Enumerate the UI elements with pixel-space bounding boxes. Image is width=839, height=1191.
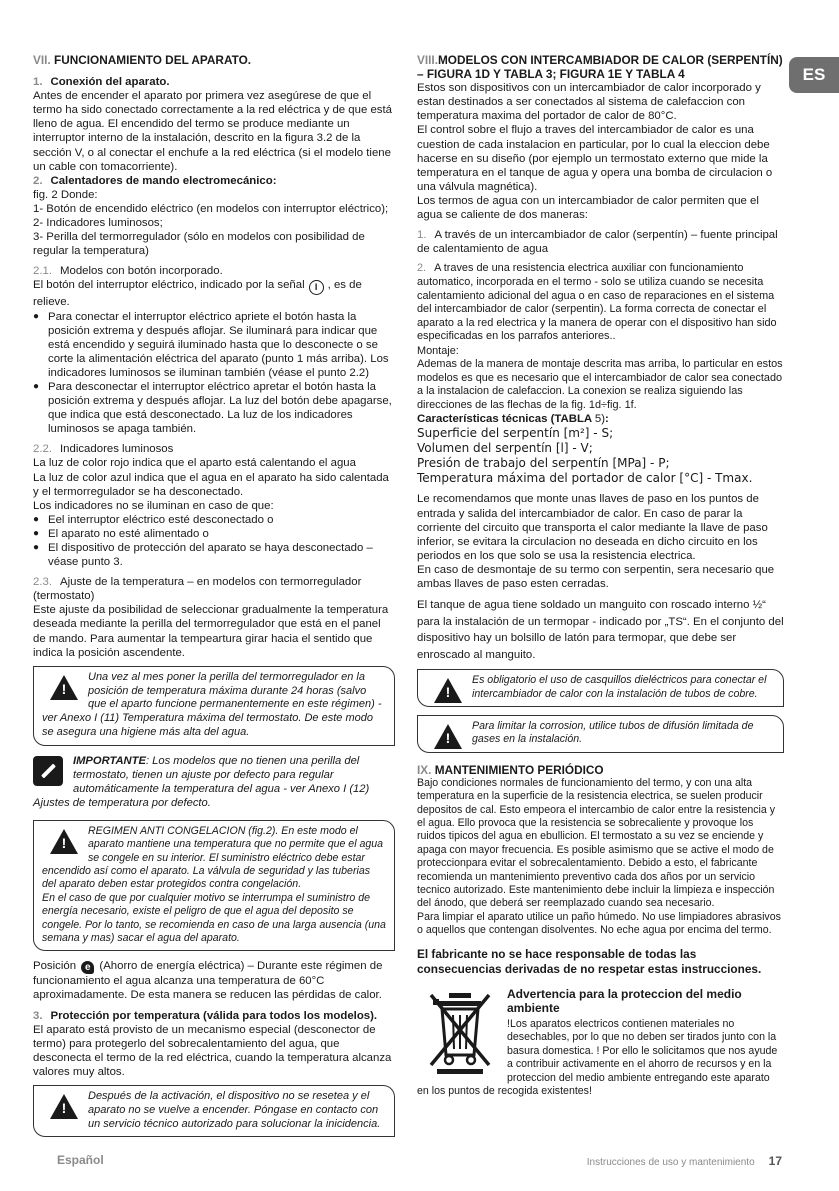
fig-2-line: 3- Perilla del termorregulador (sólo en modelos con posibilidad de regular la temperatura) bbox=[33, 231, 365, 258]
language-tab: ES bbox=[789, 57, 839, 93]
indicator-line: Los indicadores no se iluminan en caso de que: bbox=[33, 499, 274, 512]
heating-method-2: 2. A traves de una resistencia electrica auxiliar con funcionamiento automatico, incorporada en el termo - solo se utiliza cuando se necesita calentamiento adicional del agua o en caso de reparaciones en el sistema del intercambiador de calor (serpentin). La forma correcta de conectar el aparato a la red electrica y la manera de operar con el dispositivo han sido especificadas en los parrafos anteriores.. bbox=[417, 262, 777, 343]
subsection-1-heading: 1. Conexión del aparato. bbox=[33, 76, 170, 89]
bullet-item: ● El dispositivo de protección del aparato se haya desconectado – véase punto 3. bbox=[33, 541, 395, 569]
warning-box: ! REGIMEN ANTI CONGELACION (fig.2). En este modo el aparato mantiene una temperatura que no permite que el agua se congele en su interior. El suministro eléctrico debe estar encendido así como el aparato. La válvula de seguridad y las tuberias del aparato deben estar protegidos contra congelación. En el caso de que por cualquier motivo se interrumpa el suministro de energía necesario, existe el peligro de que el agua del deposito se congele. Por lo tanto, se recomienda en caso de una larga ausencia (una semana y mas) sacar el agua del aparato. bbox=[33, 820, 395, 952]
warning-icon: ! bbox=[42, 825, 88, 857]
subsection-2-3-heading: 2.3. Ajuste de la temperatura – en modelos con termorregulador (termostato) bbox=[33, 576, 362, 603]
indicator-line: La luz de color azul indica que el agua en el aparato ha sido calentada y el termorregulador se ha desconectado. bbox=[33, 471, 389, 498]
environment-title: Advertencia para la proteccion del medio ambiente bbox=[507, 986, 742, 1015]
warning-icon: ! bbox=[426, 674, 472, 706]
tech-spec-line: Volumen del serpentín [l] - V; bbox=[417, 441, 593, 456]
warning-icon: ! bbox=[42, 1090, 88, 1122]
warning-icon: ! bbox=[426, 720, 472, 752]
fig-2-line: fig. 2 Donde: bbox=[33, 188, 98, 201]
eco-mode-icon: e bbox=[81, 961, 94, 974]
liability-note: El fabricante no se hace responsable de todas las consecuencias derivadas de no respetar estas instrucciones. bbox=[417, 946, 762, 976]
bullet-item: ● Para desconectar el interruptor eléctrico apretar el botón hasta la posición extrema y después aflojar. La luz del botón debe apagarse, que indica que está desconectado. La luz de los indicadores luminosos se apaga también. bbox=[33, 380, 395, 436]
environment-notice bbox=[417, 987, 784, 1099]
pencil-icon bbox=[33, 756, 63, 786]
heating-method-1: 1. A través de un intercambiador de calor (serpentín) – fuente principal de calentamiento de agua bbox=[417, 229, 778, 256]
tech-heading: Características técnicas (TABLA 5): bbox=[417, 413, 609, 426]
section-9-heading: IX. MANTENIMIENTO PERIÓDICO bbox=[417, 762, 604, 777]
power-icon: I bbox=[309, 280, 324, 295]
paragraph: El tanque de agua tiene soldado un manguito con roscado interno ½“ para la instalación de un termopar - indicado por „TS“. En el conjunto del dispositivo hay un bolsillo de latón para termopar, que debe ser enroscado al manguito. bbox=[417, 599, 784, 661]
paragraph: En caso de desmontaje de su termo con serpentin, sera necesario que ambas llaves de paso esten cerradas. bbox=[417, 563, 775, 590]
montaje-heading: Montaje: bbox=[417, 344, 459, 357]
paragraph: El control sobre el flujo a traves del intercambiador de calor es una cuestion de cada instalacion en particular, por lo cual la eleccion debe hacerse en su diseño (por ejemplo un termostato externo que mide la temperatura en el tanque de agua y opera una bomba de circulacion o una válvula magnética). bbox=[417, 124, 773, 193]
tech-spec-line: Superficie del serpentín [m²] - S; bbox=[417, 426, 614, 441]
warning-box: ! Para limitar la corrosion, utilice tubos de difusión limitada de gases en la instalación. bbox=[417, 715, 784, 753]
section-7-heading: VII. FUNCIONAMIENTO DEL APARATO. bbox=[33, 53, 252, 67]
paragraph: Estos son dispositivos con un intercambiador de calor incorporado y estan destinados a ser conectados al sistema de calefaccion con temperatura maxima del portador de calor de 80°C. bbox=[417, 82, 761, 123]
tech-spec-line: Temperatura máxima del portador de calor [°C] - Tmax. bbox=[417, 471, 753, 486]
warning-box: ! Una vez al mes poner la perilla del termorregulador en la posición de temperatura máxima durante 24 horas (salvo que el aparto funcione permanentemente en este régimen) - ver Anexo I (11) Temperatura máxima del termostato. De este modo se asegura una higiene más alta del agua. bbox=[33, 666, 395, 746]
subsection-3-text: El aparato está provisto de un mecanismo especial (desconector de termo) para protegerlo del sobrecalentamiento del agua, que desconecta el termo de la red eléctrica, cuando la temperatura alcanza valores muy altos. bbox=[33, 1023, 392, 1078]
paragraph: Le recomendamos que monte unas llaves de paso en los puntos de entrada y salida del intercambiador de calor. En caso de parar la corriente del circuito que transporta el calor mediante la llave de paso inferior, se evitara la circulacion no deseada en dicho circuito en los periodos en los que solo se usa la resistencia electrica. bbox=[417, 493, 768, 562]
indicator-line: La luz de color rojo indica que el aparto está calentando el agua bbox=[33, 457, 356, 470]
crossed-bin-icon bbox=[427, 989, 493, 1075]
fig-2-line: 2- Indicadores luminosos; bbox=[33, 217, 163, 230]
subsection-2-heading: 2. Calentadores de mando electromecánico: bbox=[33, 174, 277, 187]
tech-spec-line: Presión de trabajo del serpentín [MPa] - P; bbox=[417, 456, 670, 471]
footer-right: Instrucciones de uso y mantenimiento 17 bbox=[586, 1154, 782, 1168]
subsection-2-1-text: El botón del interruptor eléctrico, indicado por la señal I , es de relieve. bbox=[33, 279, 362, 309]
warning-icon: ! bbox=[42, 671, 88, 703]
subsection-1-text: Antes de encender el aparato por primera vez asegúrese de que el termo ha sido conectado correctamente a la red eléctrica y de que está lleno de agua. El encendido del termo se produce mediante un interruptor interno de la instalación, descrito en la figura 3.2 de la sección V, o al conectar el enchufe a la red eléctrica (si el modelo tiene un cable con tomacorriente). bbox=[33, 90, 393, 173]
paragraph: Para limpiar el aparato utilice un paño húmedo. No use limpiadores abrasivos o aquellos que contengan disolventes. No eche agua por encima del termo. bbox=[417, 910, 781, 937]
environment-text: !Los aparatos electricos contienen materiales no desechables, por lo que no deben ser tirados junto con la basura domestica. ! Por ello le solicitamos que nos ayude a contribuir activamente en el ahorro de recursos y en la proteccion del medio ambiente entregando este aparato en los puntos de recogida existentes! bbox=[417, 1017, 778, 1097]
bullet-item: ● Eel interruptor eléctrico esté desconectado o bbox=[33, 513, 395, 527]
eco-mode-text: Posición e (Ahorro de energía eléctrica) – Durante este régimen de funcionamiento el agua alcanza una temperatura de 60°C aproximadamente. De esta manera se reducen las pérdidas de calor. bbox=[33, 960, 383, 1002]
subsection-2-3-text: Este ajuste da posibilidad de seleccionar gradualmente la temperatura deseada mediante la perilla del termorregulador que está en el panel de mando. Para aumentar la tempeartura girar hacia el sentido que indica la posición ascendente. bbox=[33, 604, 389, 659]
fig-2-line: 1- Botón de encendido eléctrico (en modelos con interruptor eléctrico); bbox=[33, 202, 389, 215]
paragraph: Los termos de agua con un intercambiador de calor permiten que el agua se caliente de dos maneras: bbox=[417, 194, 759, 222]
paragraph: Bajo condiciones normales de funcionamiento del termo, y con una alta temperatura en la superficie de la resistencia electrica, se suelen producir depositos de cal. Esto empeora el intercambio de calor entre la resistencia y el agua. Ello provoca que la resistencia se sobrecaliente y provoque los ruidos tipicos del agua en ebullicion. El termostato a su vez se enciende y apaga con mayor frecuencia. Es posible asimismo que se active el modo de proteccionpara evitar el sobrecalentamiento. Debido a esto, el fabricante recomienda un mantenimiento preventivo cada dos años por un servicio tecnico autorizado. Este mantenimiento debe incluir la limpieza e inspección del ánodo, que deberá ser reemplazado cuando sea necesario. bbox=[417, 776, 776, 910]
page-number: 17 bbox=[768, 1154, 782, 1168]
warning-box: ! Después de la activación, el dispositivo no se resetea y el aparato no se vuelve a encender. Póngase en contacto con un servicio técnico autorizado para solucionar la inicidencia. bbox=[33, 1085, 395, 1137]
subsection-3-heading: 3. Protección por temperatura (válida para todos los modelos). bbox=[33, 1009, 378, 1022]
subsection-2-1-heading: 2.1. Modelos con botón incorporado. bbox=[33, 265, 223, 278]
important-note: IMPORTANTE: Los modelos que no tienen una perilla del termostato, tienen un ajuste por defecto para regular automáticamente la temperatura del agua - ver Anexo I (12) Ajustes de temperatura por defecto. bbox=[33, 754, 370, 809]
subsection-2-2-heading: 2.2. Indicadores luminosos bbox=[33, 443, 174, 456]
footer-language: Español bbox=[57, 1153, 104, 1167]
montaje-text: Ademas de la manera de montaje descrita mas arriba, lo particular en estos modelos es que es necesario que el intercambiador de calor sea conectado a la instalacion de calefaccion. La conexion se realiza siguiendo las direcciones de las flechas de la fig. 1d÷fig. 1f. bbox=[417, 357, 783, 411]
left-column bbox=[33, 53, 395, 1145]
bullet-item: ● El aparato no esté alimentado o bbox=[33, 527, 395, 541]
section-8-heading: VIII.MODELOS CON INTERCAMBIADOR DE CALOR (SERPENTÍN) – FIGURA 1D Y TABLA 3; FIGURA 1E Y TABLA 4 bbox=[417, 53, 783, 82]
warning-box: ! Es obligatorio el uso de casquillos dieléctricos para conectar el intercambiador de calor con la instalación de tubos de cobre. bbox=[417, 669, 784, 707]
bullet-item: ● Para conectar el interruptor eléctrico apriete el botón hasta la posición extrema y después aflojar. Se iluminará para indicar que está encendido y seguirá iluminado hasta que lo desconecte o se corte la alimentación eléctrica del aparato (punto 1 más arriba). Los indicadores luminosos se iluminan también (véase el punto 2.2) bbox=[33, 310, 395, 380]
right-column bbox=[417, 53, 784, 1098]
